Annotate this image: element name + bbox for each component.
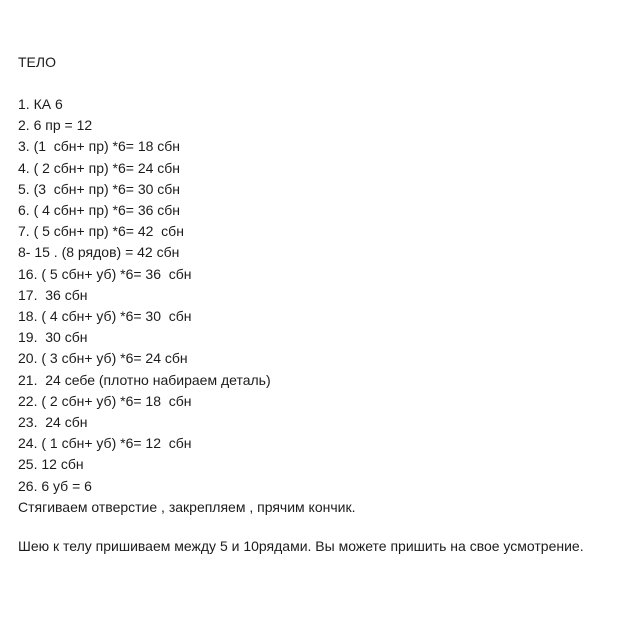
closing-instruction: Стягиваем отверстие , закрепляем , прячим кончик. [18,498,356,515]
pattern-step: 17. 36 сбн [18,286,88,303]
pattern-step: 19. 30 сбн [18,329,88,346]
assembly-note: Шею к телу пришиваем между 5 и 10рядами. Вы можете пришить на свое усмотрение. [18,538,584,555]
pattern-step: 6. ( 4 сбн+ пр) *6= 36 сбн [18,202,181,219]
pattern-step: 26. 6 уб = 6 [18,477,92,494]
pattern-step: 18. ( 4 сбн+ уб) *6= 30 сбн [18,308,192,325]
pattern-step: 2. 6 пр = 12 [18,117,93,134]
pattern-step: 16. ( 5 сбн+ уб) *6= 36 сбн [18,265,192,282]
pattern-step: 23. 24 сбн [18,414,88,431]
pattern-step: 8- 15 . (8 рядов) = 42 сбн [18,244,180,261]
pattern-step: 21. 24 себе (плотно набираем деталь) [18,371,271,388]
pattern-step: 22. ( 2 сбн+ уб) *6= 18 сбн [18,392,192,409]
pattern-step: 1. КА 6 [18,96,63,112]
pattern-step: 24. ( 1 сбн+ уб) *6= 12 сбн [18,435,192,452]
section-title: ТЕЛО [18,54,56,70]
pattern-step: 5. (3 сбн+ пр) *6= 30 сбн [18,180,181,197]
pattern-steps-list [18,94,608,497]
pattern-step: 4. ( 2 сбн+ пр) *6= 24 сбн [18,159,181,176]
pattern-step: 25. 12 сбн [18,456,84,473]
pattern-step: 7. ( 5 сбн+ пр) *6= 42 сбн [18,223,184,240]
pattern-step: 20. ( 3 сбн+ уб) *6= 24 сбн [18,350,188,367]
pattern-step: 3. (1 сбн+ пр) *6= 18 сбн [18,138,181,155]
document [18,52,608,557]
